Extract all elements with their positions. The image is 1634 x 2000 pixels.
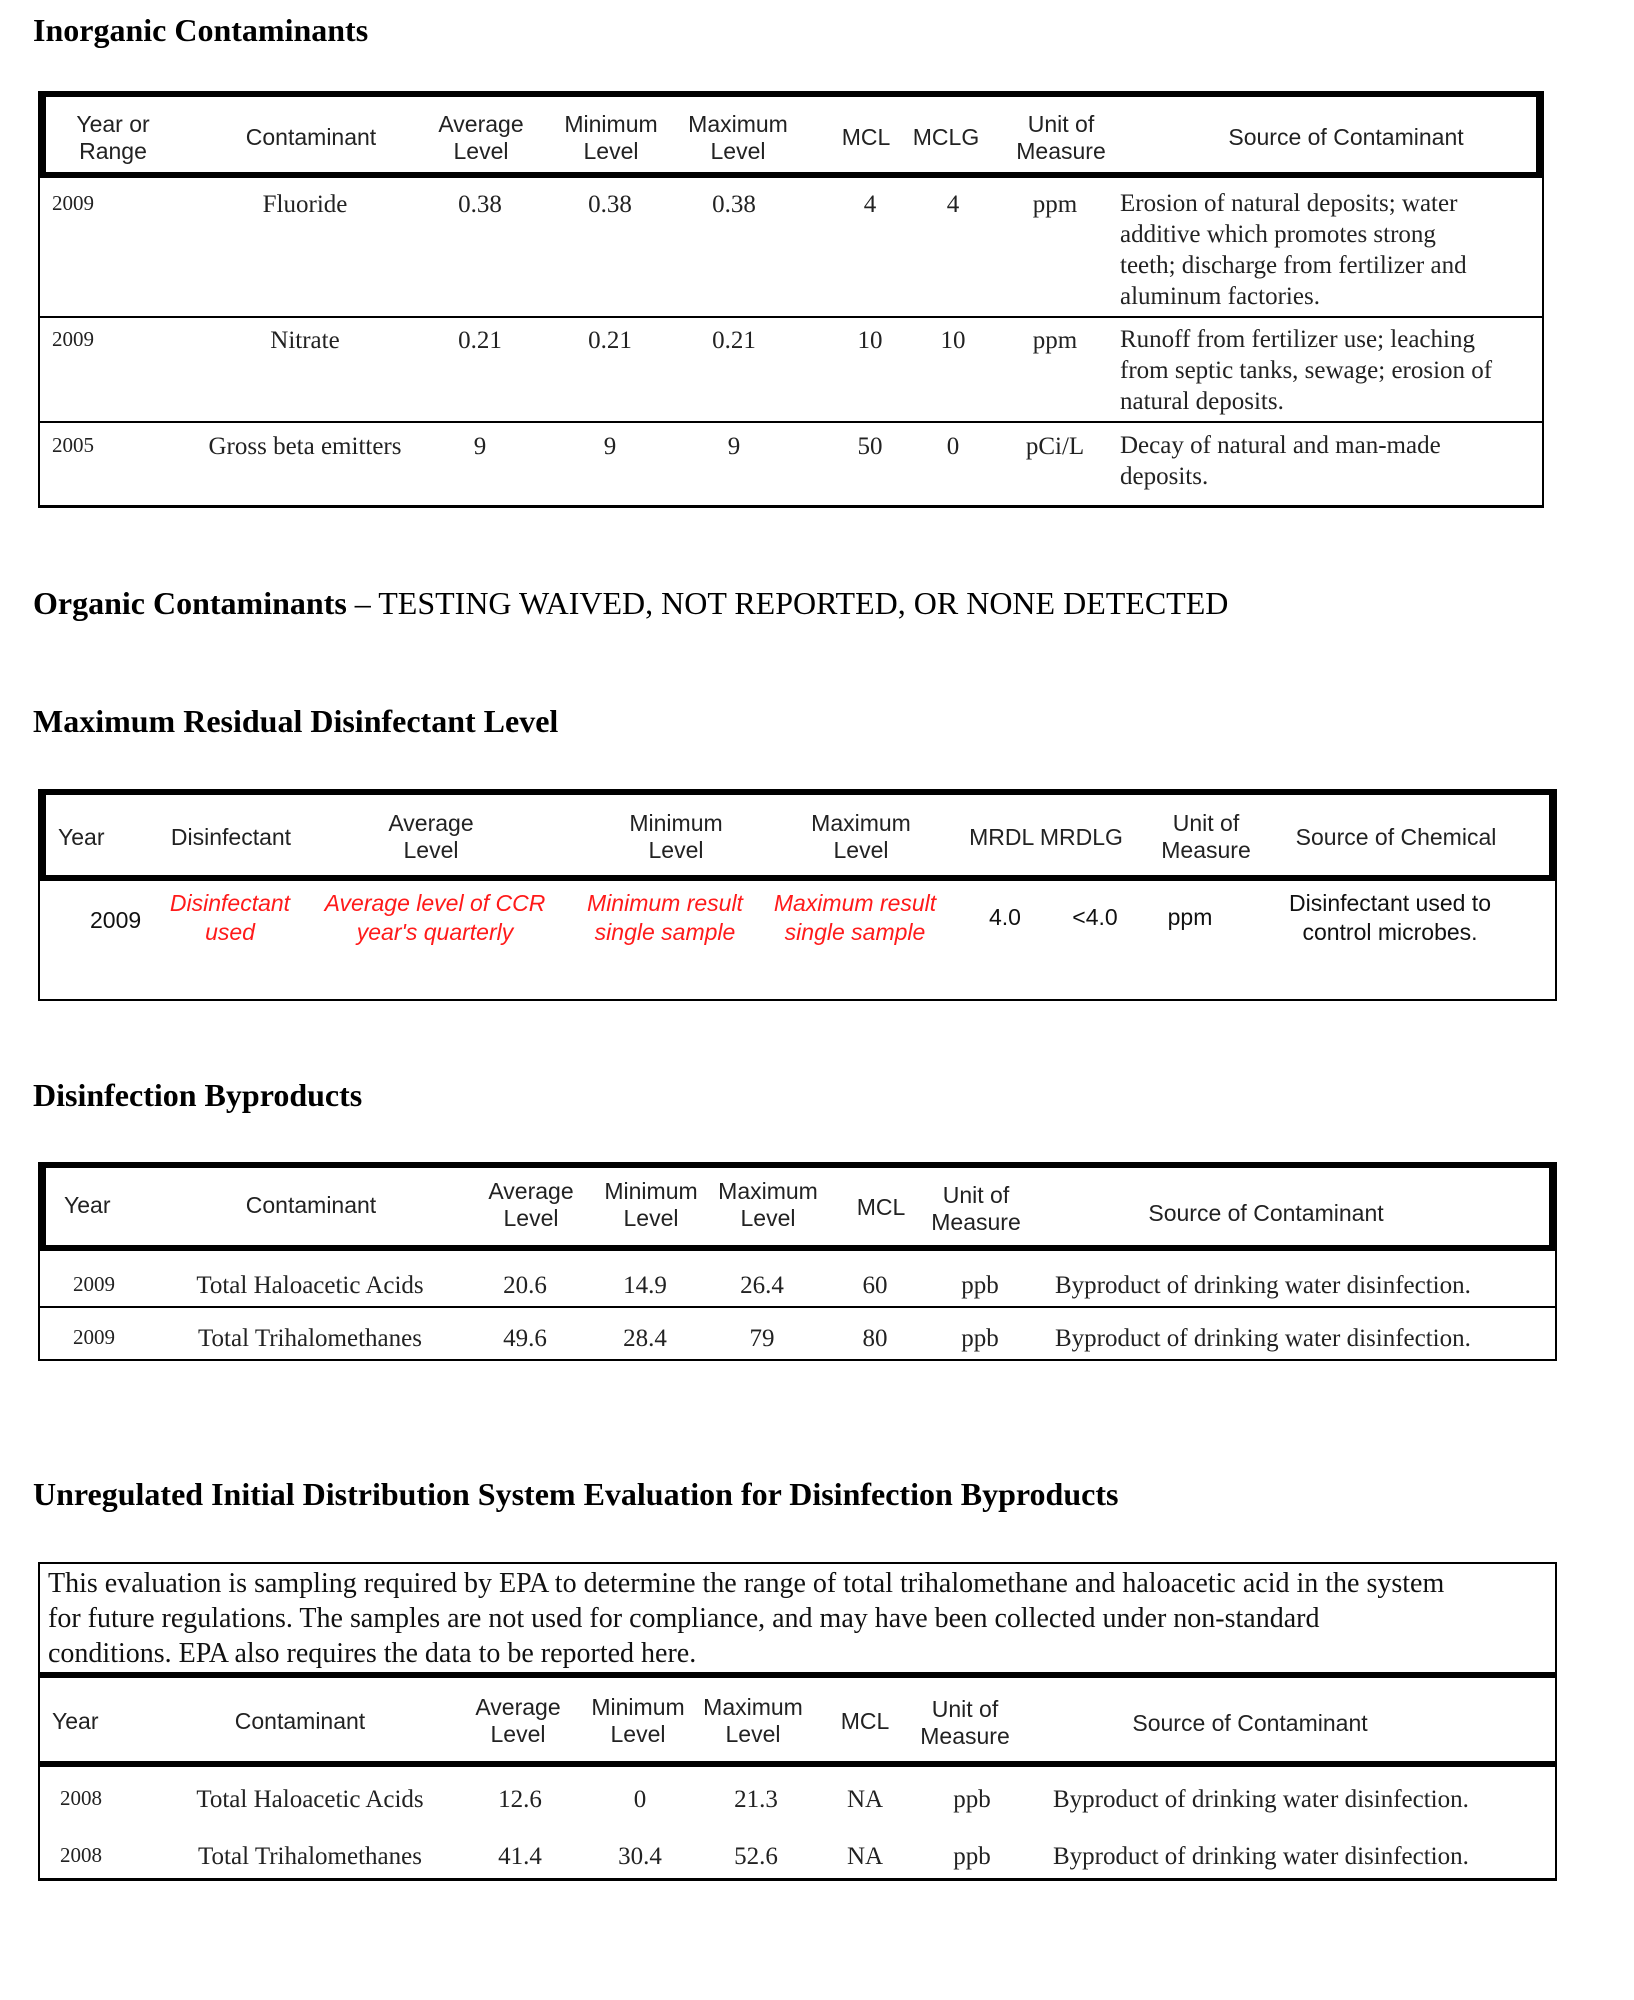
header-source: Source of Contaminant xyxy=(1228,124,1464,150)
header-mrdl-mrdlg: MRDL MRDLG xyxy=(969,824,1123,850)
inorganic-table xyxy=(38,91,1544,508)
row1-minimum: 0.38 xyxy=(588,191,632,218)
row2-maximum: 0.21 xyxy=(712,327,756,354)
dbp-row1-minimum: 14.9 xyxy=(623,1272,667,1299)
dbp-row1-year: 2009 xyxy=(73,1272,115,1296)
idse-row2-maximum: 52.6 xyxy=(734,1843,778,1870)
inorganic-heading: Inorganic Contaminants xyxy=(33,12,369,48)
header-minimum: Minimum Level xyxy=(629,810,723,863)
mrdl-disinfectant-placeholder: Disinfectant used xyxy=(169,890,291,945)
idse-row1-year: 2008 xyxy=(60,1786,102,1810)
row3-source: Decay of natural and man-made deposits. xyxy=(1120,432,1441,490)
dbp-row1-average: 20.6 xyxy=(503,1272,547,1299)
header-year: Year xyxy=(64,1192,111,1218)
row3-maximum: 9 xyxy=(727,433,741,460)
organic-heading xyxy=(33,585,1228,622)
row2-year: 2009 xyxy=(52,327,94,351)
row1-average: 0.38 xyxy=(458,191,502,218)
row1-mclg: 4 xyxy=(946,191,960,218)
dbp-row1-maximum: 26.4 xyxy=(740,1272,784,1299)
idse-note: This evaluation is sampling required by EPA to determine the range of total trihalomethane and haloacetic acid in the system for future regulations. The samples are not used for compliance, and may have been collected under non-standard conditions. EPA also requires the data to be reported here. xyxy=(48,1568,1445,1669)
header-year: Year or Range xyxy=(76,111,150,164)
idse-row1-unit: ppb xyxy=(953,1786,991,1813)
header-minimum: Minimum Level xyxy=(591,1694,685,1747)
header-maximum: Maximum Level xyxy=(718,1178,818,1231)
dbp-row2-source: Byproduct of drinking water disinfection. xyxy=(1055,1325,1471,1352)
row3-mcl: 50 xyxy=(857,433,883,460)
header-unit: Unit of Measure xyxy=(931,1182,1021,1235)
mrdl-unit: ppm xyxy=(1167,904,1213,930)
header-average: Average Level xyxy=(388,810,474,863)
header-mcl: MCL xyxy=(856,1194,906,1220)
idse-row2-contaminant: Total Trihalomethanes xyxy=(198,1843,422,1870)
dbp-row1-contaminant: Total Haloacetic Acids xyxy=(196,1272,424,1299)
header-maximum: Maximum Level xyxy=(703,1694,803,1747)
row1-year: 2009 xyxy=(52,191,94,215)
idse-row2-year: 2008 xyxy=(60,1843,102,1867)
idse-heading: Unregulated Initial Distribution System Evaluation for Disinfection Byproducts xyxy=(33,1476,1119,1512)
dbp-header-row xyxy=(40,1162,1555,1251)
mrdl-maximum-placeholder: Maximum result single sample xyxy=(773,890,937,945)
dbp-row2-year: 2009 xyxy=(73,1325,115,1349)
header-mcl: MCL xyxy=(841,124,891,150)
idse-header-row xyxy=(40,1672,1555,1767)
row2-contaminant: Nitrate xyxy=(270,327,340,354)
header-minimum: Minimum Level xyxy=(564,111,658,164)
dbp-row2-maximum: 79 xyxy=(749,1325,775,1352)
header-year: Year xyxy=(58,824,105,850)
mrdl-source: Disinfectant used to control microbes. xyxy=(1288,890,1491,945)
row1-unit: ppm xyxy=(1032,191,1078,218)
mrdl-year: 2009 xyxy=(90,907,142,933)
header-year: Year xyxy=(52,1708,99,1734)
header-source: Source of Contaminant xyxy=(1148,1200,1384,1226)
row3-mclg: 0 xyxy=(946,433,960,460)
row3-unit: pCi/L xyxy=(1025,433,1085,460)
header-average: Average Level xyxy=(488,1178,574,1231)
header-maximum: Maximum Level xyxy=(688,111,788,164)
header-source: Source of Chemical xyxy=(1295,824,1497,850)
mrdl-average-placeholder: Average level of CCR year's quarterly xyxy=(324,890,546,945)
mrdl-heading: Maximum Residual Disinfectant Level xyxy=(33,703,559,739)
header-contaminant: Contaminant xyxy=(245,1192,377,1218)
dbp-row2-mcl: 80 xyxy=(862,1325,888,1352)
idse-row1-contaminant: Total Haloacetic Acids xyxy=(196,1786,424,1813)
row2-mclg: 10 xyxy=(940,327,966,354)
mrdl-table xyxy=(38,789,1557,1001)
header-contaminant: Contaminant xyxy=(234,1708,366,1734)
dbp-row1-mcl: 60 xyxy=(862,1272,888,1299)
idse-row2-mcl: NA xyxy=(846,1843,884,1870)
header-maximum: Maximum Level xyxy=(811,810,911,863)
mrdl-header-row xyxy=(40,789,1555,881)
row3-year: 2005 xyxy=(52,433,94,457)
row-divider xyxy=(40,421,1542,423)
header-unit: Unit of Measure xyxy=(1016,111,1106,164)
dbp-row2-minimum: 28.4 xyxy=(623,1325,667,1352)
header-average: Average Level xyxy=(438,111,524,164)
row-divider xyxy=(40,316,1542,318)
organic-title: Organic Contaminants xyxy=(33,585,347,621)
row1-source: Erosion of natural deposits; water additive which promotes strong teeth; discharge from fertilizer and aluminum factories. xyxy=(1120,190,1467,310)
header-source: Source of Contaminant xyxy=(1132,1710,1368,1736)
dbp-row2-average: 49.6 xyxy=(503,1325,547,1352)
mrdlg-value: <4.0 xyxy=(1072,904,1118,930)
header-minimum: Minimum Level xyxy=(604,1178,698,1231)
idse-row1-maximum: 21.3 xyxy=(734,1786,778,1813)
idse-row2-average: 41.4 xyxy=(498,1843,542,1870)
idse-row1-mcl: NA xyxy=(846,1786,884,1813)
dbp-row1-source: Byproduct of drinking water disinfection. xyxy=(1055,1272,1471,1299)
header-contaminant: Contaminant xyxy=(245,124,377,150)
header-disinfectant: Disinfectant xyxy=(170,824,292,850)
inorganic-header-row xyxy=(40,91,1542,178)
mrdl-minimum-placeholder: Minimum result single sample xyxy=(587,890,743,945)
idse-row1-average: 12.6 xyxy=(498,1786,542,1813)
row2-unit: ppm xyxy=(1032,327,1078,354)
header-mclg: MCLG xyxy=(912,124,980,150)
row-divider xyxy=(40,1306,1555,1308)
idse-row1-source: Byproduct of drinking water disinfection. xyxy=(1053,1786,1469,1813)
header-unit: Unit of Measure xyxy=(1161,810,1251,863)
row2-minimum: 0.21 xyxy=(588,327,632,354)
organic-status: – TESTING WAIVED, NOT REPORTED, OR NONE DETECTED xyxy=(346,585,1229,621)
row3-contaminant: Gross beta emitters xyxy=(208,433,402,460)
row1-mcl: 4 xyxy=(863,191,877,218)
idse-row2-source: Byproduct of drinking water disinfection. xyxy=(1053,1843,1469,1870)
row2-average: 0.21 xyxy=(458,327,502,354)
idse-row2-minimum: 30.4 xyxy=(618,1843,662,1870)
row2-source: Runoff from fertilizer use; leaching from septic tanks, sewage; erosion of natural deposits. xyxy=(1120,326,1493,415)
idse-row2-unit: ppb xyxy=(953,1843,991,1870)
header-mcl: MCL xyxy=(840,1708,890,1734)
header-average: Average Level xyxy=(475,1694,561,1747)
idse-row1-minimum: 0 xyxy=(633,1786,647,1813)
dbp-row2-contaminant: Total Trihalomethanes xyxy=(198,1325,422,1352)
dbp-heading: Disinfection Byproducts xyxy=(33,1077,363,1113)
row3-minimum: 9 xyxy=(603,433,617,460)
dbp-row1-unit: ppb xyxy=(961,1272,999,1299)
row1-contaminant: Fluoride xyxy=(262,191,348,218)
row1-maximum: 0.38 xyxy=(712,191,756,218)
row3-average: 9 xyxy=(473,433,487,460)
dbp-row2-unit: ppb xyxy=(961,1325,999,1352)
idse-table xyxy=(38,1562,1557,1881)
mrdl-value: 4.0 xyxy=(989,904,1021,930)
header-unit: Unit of Measure xyxy=(920,1696,1010,1749)
dbp-table xyxy=(38,1162,1557,1361)
row2-mcl: 10 xyxy=(857,327,883,354)
